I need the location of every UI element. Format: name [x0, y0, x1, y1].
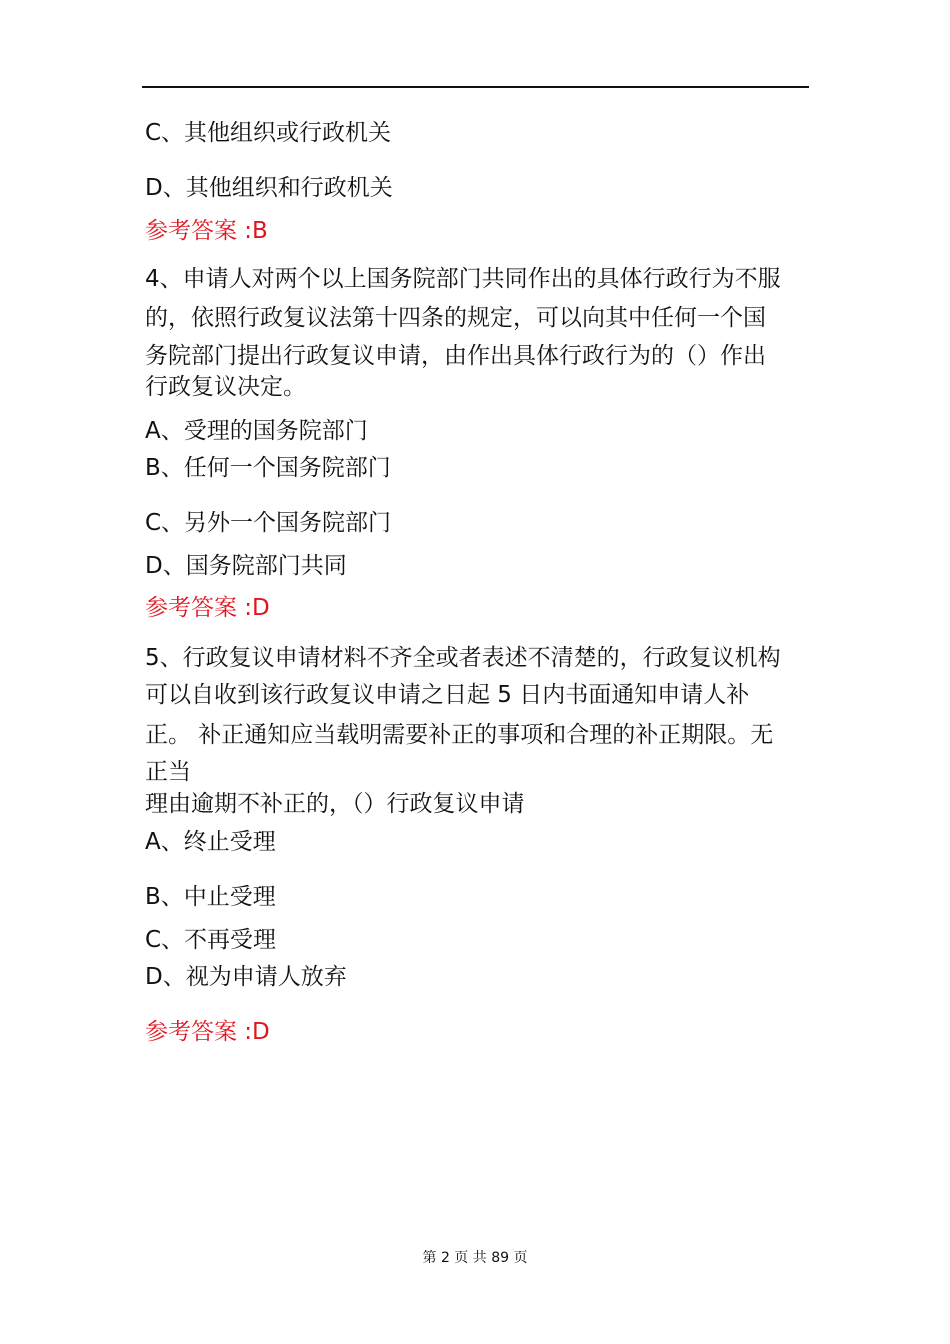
q3-answer: 参考答案 :B — [145, 218, 268, 244]
q4-stem-line-1: 4、申请人对两个以上国务院部门共同作出的具体行政行为不服 — [145, 266, 781, 292]
q4-option-a: A、受理的国务院部门 — [145, 418, 368, 444]
q5-stem-line-5: 理由逾期不补正的，（）行政复议申请 — [145, 791, 525, 817]
header-rule — [142, 86, 809, 88]
q5-answer: 参考答案 :D — [145, 1019, 270, 1045]
q4-stem-line-4: 行政复议决定。 — [145, 374, 306, 400]
q5-option-d: D、视为申请人放弃 — [145, 964, 347, 990]
q5-option-c: C、不再受理 — [145, 927, 277, 953]
q5-option-a: A、终止受理 — [145, 829, 276, 855]
q5-stem-line-1: 5、行政复议申请材料不齐全或者表述不清楚的，行政复议机构 — [145, 645, 781, 671]
q3-option-d: D、其他组织和行政机关 — [145, 175, 393, 201]
q5-stem-line-3: 正。 补正通知应当载明需要补正的事项和合理的补正期限。无 — [145, 722, 774, 748]
q4-answer: 参考答案 :D — [145, 595, 270, 621]
q4-option-c: C、另外一个国务院部门 — [145, 510, 392, 536]
q5-option-b: B、中止受理 — [145, 884, 276, 910]
page-number-footer: 第 2 页 共 89 页 — [422, 1250, 528, 1266]
q3-option-c: C、其他组织或行政机关 — [145, 120, 392, 146]
q4-option-d: D、国务院部门共同 — [145, 553, 347, 579]
q5-stem-line-4: 正当 — [145, 759, 191, 785]
q4-option-b: B、任何一个国务院部门 — [145, 455, 391, 481]
q4-stem-line-2: 的，依照行政复议法第十四条的规定，可以向其中任何一个国 — [145, 305, 766, 331]
q4-stem-line-3: 务院部门提出行政复议申请，由作出具体行政行为的（）作出 — [145, 343, 766, 369]
q5-stem-line-2: 可以自收到该行政复议申请之日起 5 日内书面通知申请人补 — [145, 682, 750, 708]
